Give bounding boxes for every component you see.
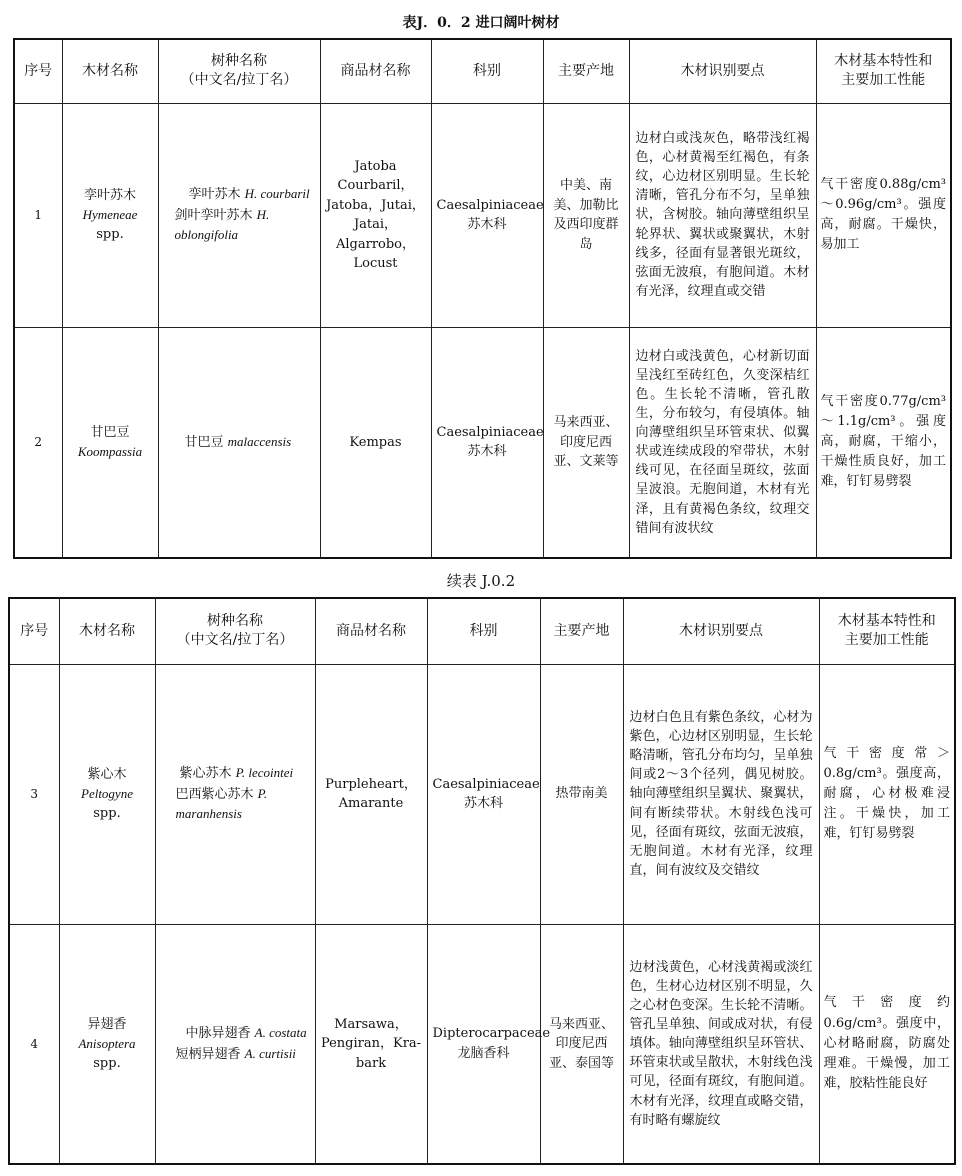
- row-no: 3: [9, 664, 59, 924]
- species-name: 甘巴豆 malaccensis: [158, 327, 320, 558]
- properties-text: 气干密度约0.6g/cm³。强度中，心材略耐腐，防腐处理难。干燥慢，加工难，胶粘性能良好: [819, 924, 955, 1164]
- wood-name: 紫心木 Peltogyne spp.: [59, 664, 155, 924]
- header-row: [9, 598, 955, 664]
- header-row: [14, 39, 951, 103]
- properties-text: 气干密度0.77g/cm³～1.1g/cm³。强度高，耐腐，干缩小，干燥性质良好，加工难，钉钉易劈裂: [816, 327, 951, 558]
- family: Caesalpiniaceae 苏木科: [427, 664, 540, 924]
- species-name: 孪叶苏木 H. courbaril 剑叶孪叶苏木 H. oblongifolia: [158, 103, 320, 327]
- row-no: 1: [14, 103, 62, 327]
- family: Caesalpiniaceae 苏木科: [431, 327, 543, 558]
- header-trade-name: 商品材名称: [320, 39, 431, 103]
- table-row: [14, 327, 951, 558]
- trade-name: Purpleheart，Amarante: [315, 664, 427, 924]
- wood-table-2: [8, 597, 956, 1165]
- trade-name: Kempas: [320, 327, 431, 558]
- origin: 中美、南美、加勒比及西印度群岛: [543, 103, 629, 327]
- header-no: 序号: [9, 598, 59, 664]
- table-row: [9, 664, 955, 924]
- wood-table-1: [13, 38, 952, 559]
- identification-text: 边材白色且有紫色条纹，心材为紫色，心边材区别明显，生长轮略清晰，管孔分布均匀，呈单独间或2～3个径列，偶见树胶。轴向薄壁组织呈翼状、聚翼状，间有断续带状。木射线色浅可见，径面有斑纹，弦面无波痕，无胞间道。木材有光泽，纹理直，间有波纹及交错纹: [623, 664, 819, 924]
- family: Caesalpiniaceae 苏木科: [431, 103, 543, 327]
- header-trade-name: 商品材名称: [315, 598, 427, 664]
- identification-text: 边材白或浅黄色，心材新切面呈浅红至砖红色，久变深桔红色。生长轮不清晰，管孔散生，分布较匀，有侵填体。轴向薄壁组织呈环管束状、似翼状或连续成段的窄带状，木射线可见，在径面呈斑纹，弦面呈波浪。无胞间道，木材有光泽，且有黄褐色条纹，纹理交错间有波状纹: [629, 327, 816, 558]
- table-row: [9, 924, 955, 1164]
- table-continued-title: 续表 J.0.2: [446, 572, 516, 590]
- table-row: [14, 103, 951, 327]
- wood-name: 异翅香 Anisoptera spp.: [59, 924, 155, 1164]
- header-properties: 木材基本特性和 主要加工性能: [819, 598, 955, 664]
- header-properties: 木材基本特性和 主要加工性能: [816, 39, 951, 103]
- table-title: 表J．0．2 进口阔叶树材: [402, 15, 560, 31]
- row-no: 4: [9, 924, 59, 1164]
- origin: 热带南美: [540, 664, 623, 924]
- identification-text: 边材白或浅灰色，略带浅红褐色，心材黄褐至红褐色，有条纹，心边材区别明显。生长轮清晰，管孔分布不匀，呈单独状，含树胶。轴向薄壁组织呈轮界状、翼状或聚翼状，木射线多，径面有显著银光斑纹，弦面无波痕，有胞间道。木材有光泽，纹理直或交错: [629, 103, 816, 327]
- family: Dipterocarpaceae 龙脑香科: [427, 924, 540, 1164]
- wood-name: 甘巴豆 Koompassia: [62, 327, 158, 558]
- header-family: 科别: [431, 39, 543, 103]
- header-wood-name: 木材名称: [62, 39, 158, 103]
- row-no: 2: [14, 327, 62, 558]
- properties-text: 气干密度常＞0.8g/cm³。强度高，耐腐，心材极难浸注。干燥快，加工难，钉钉易劈裂: [819, 664, 955, 924]
- header-wood-name: 木材名称: [59, 598, 155, 664]
- header-species-name: 树种名称 （中文名/拉丁名）: [158, 39, 320, 103]
- header-no: 序号: [14, 39, 62, 103]
- header-origin: 主要产地: [543, 39, 629, 103]
- wood-name: 孪叶苏木 Hymeneae spp.: [62, 103, 158, 327]
- trade-name: Jatoba Courbaril，Jatoba，Jutai，Jatai，Algarrobo，Locust: [320, 103, 431, 327]
- identification-text: 边材浅黄色，心材浅黄褐或淡红色，生材心边材区别不明显，久之心材色变深。生长轮不清晰。管孔呈单独、间或成对状，有侵填体。轴向薄壁组织呈环管状、环管束状或呈散状，木射线色浅可见，径面有斑纹，有胞间道。木材有光泽，纹理直或略交错，有时略有螺旋纹: [623, 924, 819, 1164]
- header-origin: 主要产地: [540, 598, 623, 664]
- species-name: 紫心苏木 P. lecointei 巴西紫心苏木 P. maranhensis: [155, 664, 315, 924]
- header-species-name: 树种名称 （中文名/拉丁名）: [155, 598, 315, 664]
- header-family: 科别: [427, 598, 540, 664]
- trade-name: Marsawa，Pengiran，Kra-bark: [315, 924, 427, 1164]
- origin: 马来西亚、印度尼西亚、泰国等: [540, 924, 623, 1164]
- origin: 马来西亚、印度尼西亚、文莱等: [543, 327, 629, 558]
- header-identification: 木材识别要点: [623, 598, 819, 664]
- header-identification: 木材识别要点: [629, 39, 816, 103]
- species-name: 中脉异翅香 A. costata 短柄异翅香 A. curtisii: [155, 924, 315, 1164]
- properties-text: 气干密度0.88g/cm³～0.96g/cm³。强度高，耐腐。干燥快，易加工: [816, 103, 951, 327]
